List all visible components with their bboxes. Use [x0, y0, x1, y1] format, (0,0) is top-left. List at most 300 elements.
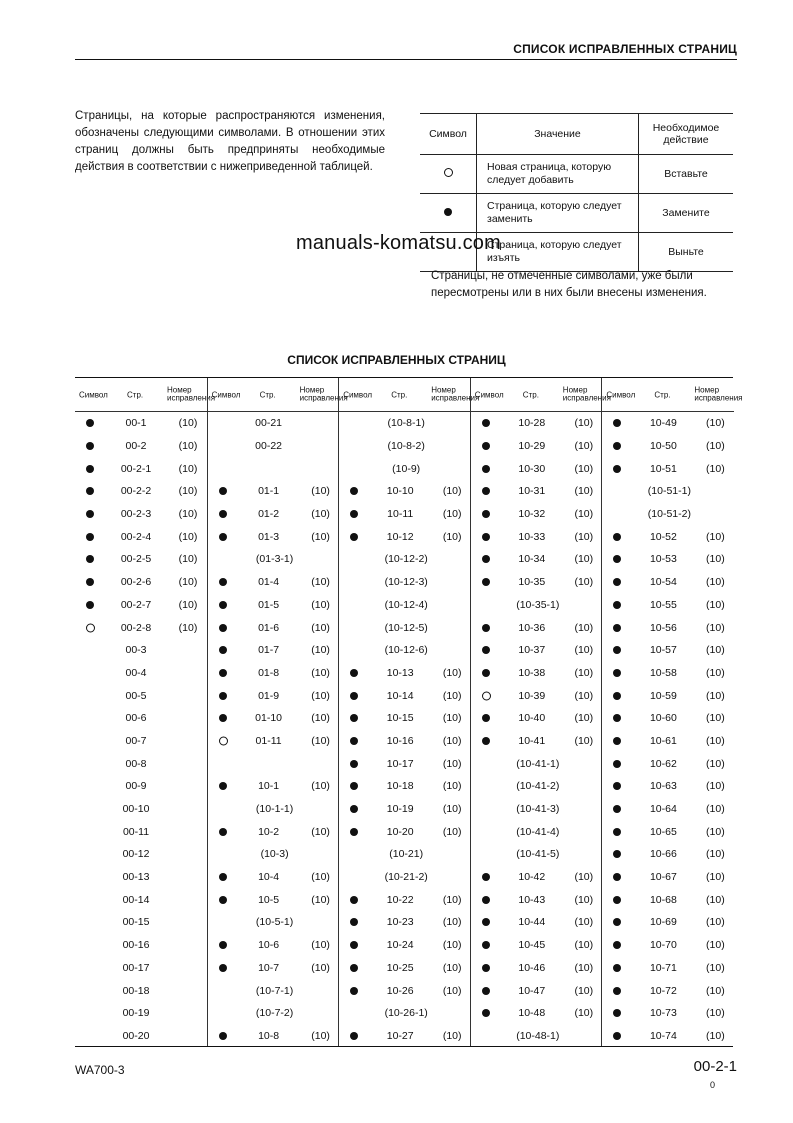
row-page: (10-35-1) [516, 598, 560, 611]
filled-circle-icon [86, 555, 94, 563]
row-revision: (10) [574, 508, 594, 521]
row-page: 10-62 [649, 757, 677, 770]
row-page: 10-35 [518, 576, 546, 589]
row-page: 00-6 [125, 712, 147, 725]
table-row [602, 888, 734, 911]
table-row [339, 503, 471, 526]
row-page: (10-48-1) [516, 1029, 560, 1042]
row-page: 00-10 [122, 803, 150, 816]
row-page: (10-41-1) [516, 757, 560, 770]
table-row [471, 684, 603, 707]
table-row [339, 435, 471, 458]
row-symbol [482, 896, 490, 904]
table-row [471, 480, 603, 503]
row-symbol [482, 714, 490, 722]
row-page: 00-3 [125, 644, 147, 657]
footer-page-number: 00-2-1 [693, 1058, 737, 1075]
row-symbol [350, 669, 358, 677]
row-page: 01-11 [255, 734, 282, 747]
filled-circle-icon [482, 510, 490, 518]
row-page: 10-73 [649, 1007, 677, 1020]
row-symbol [350, 760, 358, 768]
table-row [602, 820, 734, 843]
row-symbol [613, 1032, 621, 1040]
header-symbol: Символ [343, 390, 373, 399]
row-revision: (10) [311, 825, 330, 838]
row-page: 10-71 [649, 961, 677, 974]
row-page: (01-3-1) [255, 553, 294, 566]
row-page: 10-47 [518, 984, 546, 997]
filled-circle-icon [482, 578, 490, 586]
table-row [75, 798, 207, 821]
table-row [339, 616, 471, 639]
row-revision: (10) [706, 780, 725, 793]
row-revision: (10) [574, 1007, 594, 1020]
table-row [602, 616, 734, 639]
table-row [339, 571, 471, 594]
row-page: 10-53 [649, 553, 677, 566]
filled-circle-icon [613, 555, 621, 563]
row-revision: (10) [706, 757, 725, 770]
row-symbol [613, 1009, 621, 1017]
filled-circle-icon [613, 873, 621, 881]
filled-circle-icon [350, 918, 358, 926]
row-symbol [482, 442, 490, 450]
row-symbol [482, 941, 490, 949]
legend-action: Вставьте [639, 155, 734, 194]
row-page: 00-2-2 [120, 485, 152, 498]
table-row [471, 639, 603, 662]
row-page: 10-19 [386, 803, 414, 816]
row-page: 00-17 [122, 961, 150, 974]
row-symbol [482, 624, 490, 632]
row-page: 10-25 [386, 961, 414, 974]
table-row [602, 457, 734, 480]
row-symbol [219, 669, 227, 677]
row-revision: (10) [311, 893, 330, 906]
filled-circle-icon [86, 442, 94, 450]
row-page: 10-15 [386, 712, 414, 725]
table-row [471, 843, 603, 866]
table-row [75, 412, 207, 435]
row-symbol [86, 510, 94, 518]
row-revision: (10) [311, 734, 330, 747]
row-page: 00-22 [255, 440, 283, 453]
table-row [208, 1002, 340, 1025]
row-symbol [613, 646, 621, 654]
row-revision: (10) [574, 530, 594, 543]
row-page: 10-29 [518, 440, 546, 453]
row-page: (10-5-1) [255, 916, 294, 929]
table-row [75, 888, 207, 911]
filled-circle-icon [350, 692, 358, 700]
row-symbol [350, 714, 358, 722]
row-page: (10-51-2) [647, 508, 691, 521]
row-revision: (10) [311, 576, 330, 589]
row-revision: (10) [574, 440, 594, 453]
row-symbol [350, 782, 358, 790]
table-row [75, 639, 207, 662]
row-page: 10-39 [518, 689, 546, 702]
row-page: (10-12-5) [384, 621, 428, 634]
row-revision: (10) [574, 712, 594, 725]
legend-header-meaning: Значение [477, 114, 639, 155]
table-row [208, 639, 340, 662]
table-row [208, 435, 340, 458]
row-symbol [219, 828, 227, 836]
row-page: 10-23 [386, 916, 414, 929]
table-row [339, 866, 471, 889]
row-revision: (10) [442, 757, 462, 770]
row-page: 10-26 [386, 984, 414, 997]
row-symbol [613, 624, 621, 632]
row-symbol [350, 918, 358, 926]
row-symbol [350, 941, 358, 949]
row-symbol [482, 533, 490, 541]
row-revision: (10) [706, 666, 725, 679]
row-page: 10-34 [518, 553, 546, 566]
open-circle-icon [482, 691, 491, 700]
row-page: (10-21) [389, 848, 424, 861]
filled-circle-icon [482, 964, 490, 972]
row-symbol [219, 533, 227, 541]
filled-circle-icon [482, 669, 490, 677]
row-page: 01-8 [258, 666, 280, 679]
filled-circle-icon [613, 714, 621, 722]
row-page: (10-41-2) [516, 780, 560, 793]
header-revision: Номер исправления [562, 385, 611, 403]
filled-circle-icon [613, 828, 621, 836]
row-page: 10-63 [649, 780, 677, 793]
table-row [339, 457, 471, 480]
table-row [471, 866, 603, 889]
row-page: 10-44 [518, 916, 546, 929]
filled-circle-icon [86, 419, 94, 427]
filled-circle-icon [613, 1009, 621, 1017]
table-row [75, 1025, 207, 1048]
table-row [75, 752, 207, 775]
table-row [75, 548, 207, 571]
filled-circle-icon [350, 964, 358, 972]
row-revision: (10) [574, 485, 594, 498]
filled-circle-icon [482, 896, 490, 904]
filled-circle-icon [219, 896, 227, 904]
row-revision: (10) [442, 666, 462, 679]
row-page: (10-26-1) [384, 1007, 428, 1020]
table-row [339, 888, 471, 911]
filled-circle-icon [219, 487, 227, 495]
row-page: 10-64 [649, 803, 677, 816]
table-row [208, 957, 340, 980]
row-page: 10-17 [386, 757, 414, 770]
table-row [339, 594, 471, 617]
table-row [471, 571, 603, 594]
filled-circle-icon [350, 805, 358, 813]
legend-symbol-cell [420, 155, 477, 194]
table-row [602, 548, 734, 571]
row-symbol [613, 873, 621, 881]
row-symbol [482, 510, 490, 518]
row-page: 00-21 [255, 417, 283, 430]
row-symbol [86, 419, 94, 427]
row-page: 10-38 [518, 666, 546, 679]
table-row [208, 820, 340, 843]
row-symbol [86, 442, 94, 450]
table-row [339, 843, 471, 866]
row-revision: (10) [706, 1029, 725, 1042]
row-page: (10-9) [392, 462, 421, 475]
table-row [339, 639, 471, 662]
table-row [471, 957, 603, 980]
row-revision: (10) [574, 462, 594, 475]
filled-circle-icon [86, 578, 94, 586]
table-row [339, 934, 471, 957]
filled-circle-icon [482, 987, 490, 995]
row-revision: (10) [442, 508, 462, 521]
table-row [471, 435, 603, 458]
filled-circle-icon [350, 828, 358, 836]
filled-circle-icon [482, 918, 490, 926]
row-page: 00-14 [122, 893, 150, 906]
row-revision: (10) [311, 939, 330, 952]
legend-header-action: Необходимое действие [639, 114, 734, 155]
row-revision: (10) [442, 916, 462, 929]
row-revision: (10) [706, 803, 725, 816]
filled-circle-icon [482, 624, 490, 632]
table-row [602, 957, 734, 980]
filled-circle-icon [482, 737, 490, 745]
row-page: 10-28 [518, 417, 546, 430]
row-revision: (10) [178, 530, 198, 543]
filled-circle-icon [613, 578, 621, 586]
table-row [339, 752, 471, 775]
row-revision: (10) [706, 1007, 725, 1020]
row-revision: (10) [706, 553, 725, 566]
row-page: 01-10 [255, 712, 283, 725]
row-page: 10-68 [649, 893, 677, 906]
row-page: 10-45 [518, 939, 546, 952]
header-revision: Номер исправления [431, 385, 480, 403]
row-revision: (10) [442, 825, 462, 838]
row-symbol [350, 1032, 358, 1040]
table-row [75, 1002, 207, 1025]
row-revision: (10) [442, 734, 462, 747]
row-symbol [482, 873, 490, 881]
row-symbol [482, 1009, 490, 1017]
table-row [208, 525, 340, 548]
filled-circle-icon [482, 873, 490, 881]
row-symbol [350, 487, 358, 495]
row-page: 10-60 [649, 712, 677, 725]
table-row [471, 662, 603, 685]
row-revision: (10) [574, 961, 594, 974]
legend-action: Замените [639, 194, 734, 233]
filled-circle-icon [613, 419, 621, 427]
table-row [602, 1002, 734, 1025]
header-page: Стр. [259, 390, 276, 399]
filled-circle-icon [219, 624, 227, 632]
table-row [602, 843, 734, 866]
row-revision: (10) [311, 666, 330, 679]
row-symbol [219, 964, 227, 972]
filled-circle-icon [482, 1009, 490, 1017]
table-row [471, 457, 603, 480]
header-symbol: Символ [606, 390, 636, 399]
row-symbol [613, 918, 621, 926]
table-row [208, 752, 340, 775]
row-revision: (10) [574, 553, 594, 566]
row-revision: (10) [706, 939, 725, 952]
row-revision: (10) [574, 893, 594, 906]
table-row [75, 503, 207, 526]
row-revision: (10) [311, 961, 330, 974]
row-page: 01-3 [258, 530, 280, 543]
table-row [339, 775, 471, 798]
row-symbol [613, 669, 621, 677]
legend-action: Выньте [639, 233, 734, 272]
filled-circle-icon [613, 850, 621, 858]
row-page: 10-50 [649, 440, 677, 453]
row-revision: (10) [574, 644, 594, 657]
row-symbol [482, 669, 490, 677]
row-page: 10-4 [258, 871, 280, 884]
table-row [208, 730, 340, 753]
row-symbol [482, 578, 490, 586]
row-symbol [86, 487, 94, 495]
row-symbol [350, 692, 358, 700]
table-row [602, 775, 734, 798]
row-page: 10-5 [258, 893, 280, 906]
row-page: 00-16 [122, 939, 150, 952]
row-page: 00-5 [125, 689, 147, 702]
header-symbol: Символ [79, 390, 108, 399]
row-revision: (10) [706, 644, 725, 657]
table-row [75, 934, 207, 957]
row-page: 10-22 [386, 893, 414, 906]
table-row [339, 684, 471, 707]
table-row [75, 435, 207, 458]
table-row [471, 752, 603, 775]
row-revision: (10) [311, 485, 330, 498]
table-row [471, 888, 603, 911]
row-page: 00-11 [122, 825, 150, 838]
header-symbol: Символ [474, 390, 504, 399]
row-revision: (10) [311, 598, 330, 611]
row-page: 10-8 [258, 1029, 280, 1042]
row-symbol [482, 646, 490, 654]
table-row [75, 820, 207, 843]
header-revision: Номер исправления [694, 385, 743, 403]
table-row [208, 866, 340, 889]
filled-circle-icon [350, 1032, 358, 1040]
filled-circle-icon [219, 510, 227, 518]
table-column-group [338, 378, 480, 1046]
row-page: (10-12-3) [384, 576, 428, 589]
table-row [339, 730, 471, 753]
row-revision: (10) [574, 734, 594, 747]
filled-circle-icon [613, 442, 621, 450]
row-symbol [613, 828, 621, 836]
row-revision: (10) [178, 621, 198, 634]
table-row [339, 662, 471, 685]
row-revision: (10) [311, 712, 330, 725]
row-revision: (10) [574, 916, 594, 929]
filled-circle-icon [613, 805, 621, 813]
row-page: (10-3) [260, 848, 289, 861]
row-symbol [613, 419, 621, 427]
row-symbol [613, 782, 621, 790]
table-row [602, 798, 734, 821]
table-row [339, 525, 471, 548]
row-page: 10-54 [649, 576, 677, 589]
row-revision: (10) [574, 939, 594, 952]
table-row [471, 730, 603, 753]
row-page: 10-67 [649, 871, 677, 884]
row-revision: (10) [706, 462, 725, 475]
table-row [602, 662, 734, 685]
header-revision: Номер исправления [299, 385, 348, 403]
row-page: 00-12 [122, 848, 150, 861]
row-page: 10-18 [386, 780, 414, 793]
table-row [75, 707, 207, 730]
table-row [339, 911, 471, 934]
row-revision: (10) [311, 644, 330, 657]
filled-circle-icon [219, 782, 227, 790]
row-page: (10-41-5) [516, 848, 560, 861]
legend-meaning: Страница, которую следует изъять [477, 233, 639, 272]
filled-circle-icon [86, 487, 94, 495]
row-page: 01-1 [258, 485, 280, 498]
row-page: 10-20 [386, 825, 414, 838]
filled-circle-icon [613, 465, 621, 473]
filled-circle-icon [613, 624, 621, 632]
row-revision: (10) [706, 598, 725, 611]
row-revision: (10) [442, 780, 462, 793]
table-row [208, 662, 340, 685]
row-page: (10-8-2) [387, 440, 425, 453]
row-page: 00-4 [125, 666, 147, 679]
row-page: 01-5 [258, 598, 280, 611]
table-row [602, 752, 734, 775]
row-page: 10-36 [518, 621, 546, 634]
row-symbol [219, 487, 227, 495]
row-page: 10-52 [649, 530, 677, 543]
table-row [208, 503, 340, 526]
row-page: (10-21-2) [384, 871, 428, 884]
row-page: 01-6 [258, 621, 280, 634]
row-symbol [219, 578, 227, 586]
filled-circle-icon [613, 896, 621, 904]
table-row [471, 775, 603, 798]
row-symbol [613, 850, 621, 858]
row-revision: (10) [442, 712, 462, 725]
row-symbol [219, 1032, 227, 1040]
row-revision: (10) [178, 598, 198, 611]
filled-circle-icon [350, 487, 358, 495]
table-row [208, 548, 340, 571]
legend-row [420, 194, 733, 233]
column-header [208, 378, 348, 412]
row-symbol [613, 692, 621, 700]
table-row [75, 911, 207, 934]
table-row [339, 798, 471, 821]
row-symbol [613, 578, 621, 586]
table-row [208, 412, 340, 435]
row-revision: (10) [706, 440, 725, 453]
row-revision: (10) [706, 984, 725, 997]
filled-circle-icon [86, 510, 94, 518]
filled-circle-icon [219, 964, 227, 972]
